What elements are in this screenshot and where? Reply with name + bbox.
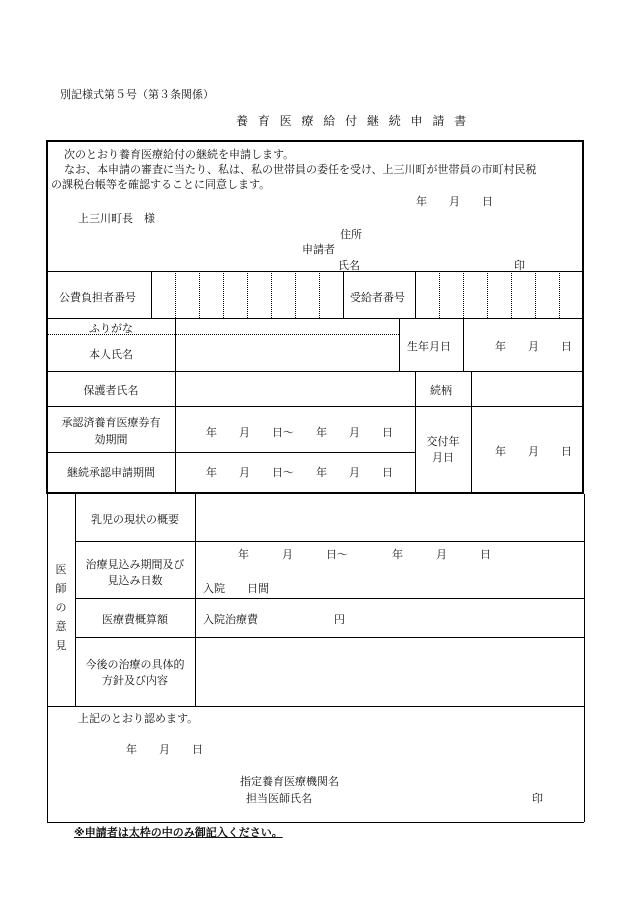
treatment-period-label-2: 見込み日数 [107,574,163,587]
child-name-label: 本人氏名 [89,348,133,361]
treatment-period-value[interactable]: 年 月 日～ 年 月 日 [238,548,491,561]
name-label: 氏名 [338,259,360,272]
treatment-policy-label-1: 今後の治療の具体的 [85,658,185,671]
issue-date-label-2: 月日 [432,451,454,464]
approved-period-value[interactable]: 年 月 日～ 年 月 日 [206,426,393,439]
guardian-name-label: 保護者氏名 [83,384,139,397]
consent-statement-2: の課税台帳等を確認することに同意します。 [51,178,271,191]
physician-seal-mark: 印 [532,792,543,805]
approved-period-label-2: 効期間 [94,433,128,446]
applicant-label: 申請者 [302,243,335,256]
form-number: 別記様式第５号（第３条関係） [60,88,214,101]
birthdate-value[interactable]: 年 月 日 [495,340,572,353]
continuation-period-value[interactable]: 年 月 日～ 年 月 日 [206,466,393,479]
inpatient-cost-label: 入院治療費 [203,613,258,626]
physician-label: 担当医師氏名 [246,792,312,805]
form-title: 養 育 医 療 給 付 継 続 申 請 書 [236,114,470,128]
treatment-period-label-1: 治療見込み期間及び [85,558,185,571]
hospital-days[interactable]: 入院 日間 [203,582,269,595]
continuation-period-label: 継続承認申請期間 [67,466,155,479]
certification-date[interactable]: 年 月 日 [126,743,203,756]
relation-label: 続柄 [430,384,452,397]
cost-unit: 円 [334,613,345,626]
payer-number-label: 公費負担者番号 [59,291,136,304]
infant-condition-label: 乳児の現状の概要 [91,513,179,526]
address-label: 住所 [340,228,362,241]
application-statement: 次のとおり養育医療給付の継続を申請します。 [64,148,295,161]
instruction-note: ※申請者は太枠の中のみ御記入ください。 [74,826,283,839]
furigana-label: ふりがな [89,322,133,335]
recipient-number-label: 受給者番号 [350,291,405,304]
issue-date-label-1: 交付年 [426,435,460,448]
cost-estimate-label: 医療費概算額 [102,613,168,626]
approved-period-label-1: 承認済養育医療券有 [61,416,161,429]
doctor-opinion-label: 医師の意見 [55,563,67,652]
institution-label: 指定養育医療機関名 [240,775,339,788]
certification-statement: 上記のとおり認めます。 [78,712,199,725]
seal-mark: 印 [514,259,525,272]
addressee: 上三川町長 様 [78,212,155,225]
treatment-policy-label-2: 方針及び内容 [102,674,168,687]
birthdate-label: 生年月日 [407,340,451,353]
consent-statement-1: なお、本申請の審査に当たり、私は、私の世帯員の委任を受け、上三川町が世帯員の市町村民税 [64,163,537,176]
issue-date-value[interactable]: 年 月 日 [495,445,572,458]
application-date[interactable]: 年 月 日 [416,195,493,208]
